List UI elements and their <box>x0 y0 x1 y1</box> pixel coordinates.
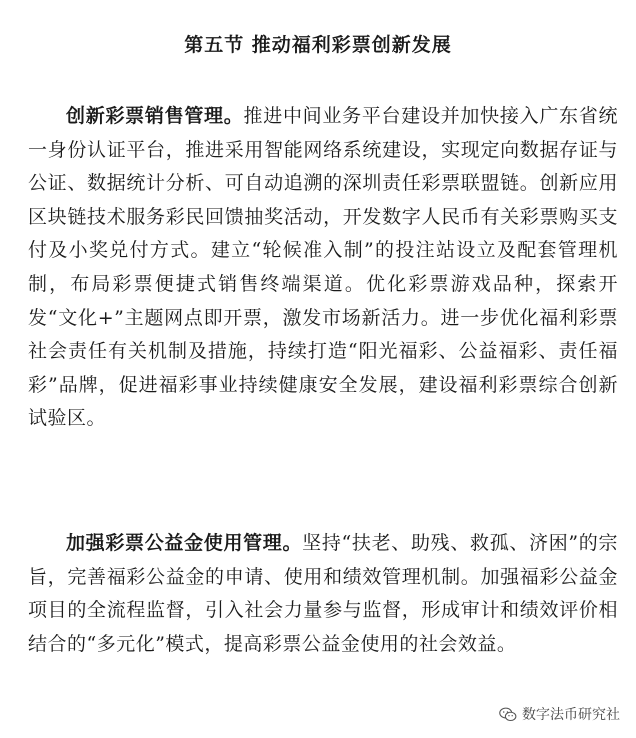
paragraph-lead: 创新彩票销售管理。 <box>66 105 244 127</box>
paragraph-public-welfare-fund <box>28 527 618 661</box>
paragraph-text: 坚持“扶老、助残、救孤、济困”的宗旨，完善福彩公益金的申请、使用和绩效管理机制。加强福彩公益金项目的全流程监督，引入社会力量参与监督，形成审计和绩效评价相结合的“多元化”模式，提高彩票公益金使用的社会效益。 <box>28 532 618 655</box>
paragraph-lottery-sales <box>28 100 618 436</box>
paragraph-text: 推进中间业务平台建设并加快接入广东省统一身份认证平台，推进采用智能网络系统建设，实现定向数据存证与公证、数据统计分析、可自动追溯的深圳责任彩票联盟链。创新应用区块链技术服务彩民回馈抽奖活动，开发数字人民币有关彩票购买支付及小奖兑付方式。建立“轮候准入制”的投注站设立及配套管理机制，布局彩票便捷式销售终端渠道。优化彩票游戏品种，探索开发“文化+”主题网点即开票，激发市场新活力。进一步优化福利彩票社会责任有关机制及措施，持续打造“阳光福彩、公益福彩、责任福彩”品牌，促进福彩事业持续健康安全发展，建设福利彩票综合创新试验区。 <box>28 105 618 430</box>
watermark-label: 数字法币研究社 <box>522 707 620 723</box>
section-title: 第五节 推动福利彩票创新发展 <box>184 34 452 56</box>
wechat-icon <box>499 707 517 722</box>
watermark <box>499 704 620 724</box>
paragraph-lead: 加强彩票公益金使用管理。 <box>66 532 303 554</box>
